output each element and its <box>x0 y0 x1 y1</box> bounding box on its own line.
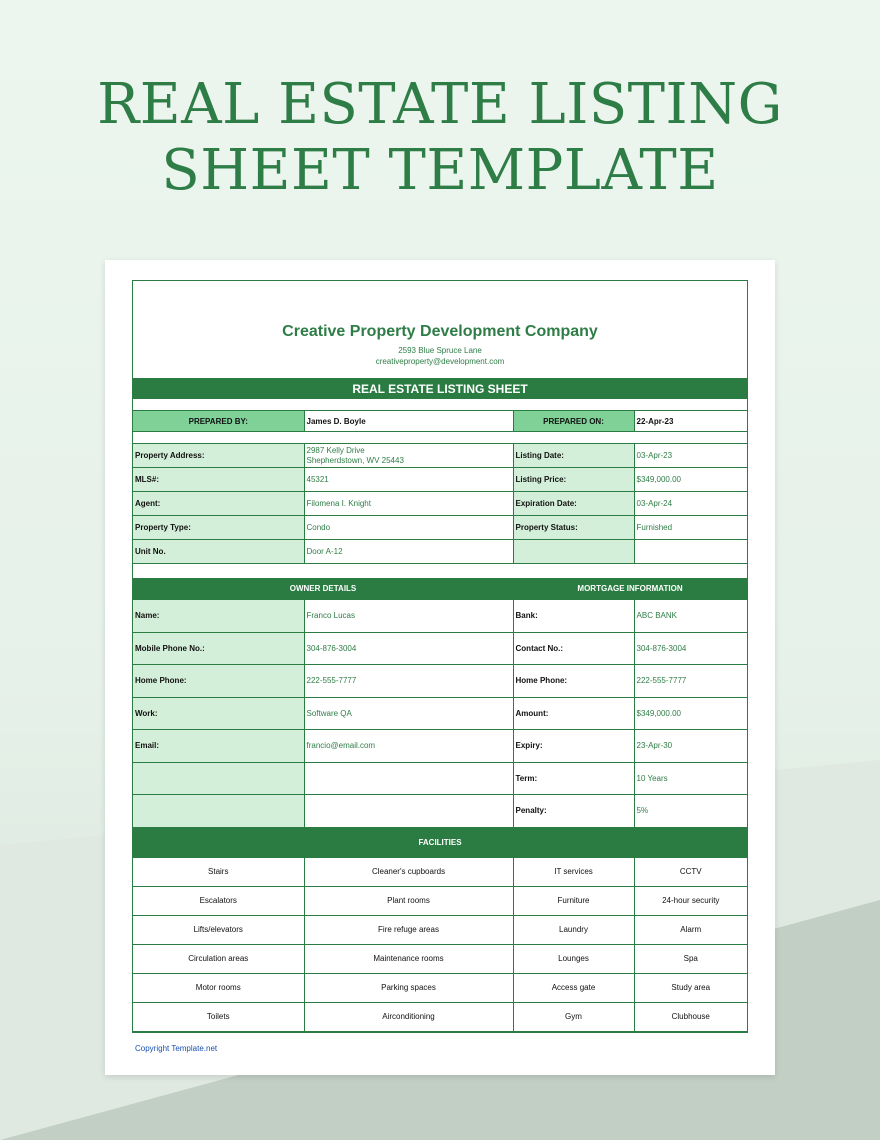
property-address-label: Property Address: <box>133 444 304 468</box>
property-type-value: Condo <box>304 516 513 540</box>
expiry-label: Expiry: <box>513 730 634 763</box>
facility-item: Maintenance rooms <box>304 944 513 973</box>
expiration-date-value: 03-Apr-24 <box>634 492 747 516</box>
company-name: Creative Property Development Company <box>282 323 598 340</box>
unit-value: Door A-12 <box>304 540 513 564</box>
facility-item: Cleaner's cupboards <box>304 858 513 887</box>
mobile-phone-label: Mobile Phone No.: <box>133 632 304 665</box>
owner-home-phone-label: Home Phone: <box>133 665 304 698</box>
page-title <box>0 72 880 204</box>
work-value: Software QA <box>304 697 513 730</box>
empty-cell <box>133 795 304 828</box>
facility-item: Laundry <box>513 915 634 944</box>
company-header <box>133 281 747 379</box>
owner-details-header: OWNER DETAILS <box>133 579 513 600</box>
mobile-phone-value: 304-876-3004 <box>304 632 513 665</box>
sheet-paper <box>105 260 775 1075</box>
facility-item: CCTV <box>634 858 747 887</box>
owner-mortgage-table <box>133 579 747 828</box>
mortgage-info-header: MORTGAGE INFORMATION <box>513 579 747 600</box>
listing-date-label: Listing Date: <box>513 444 634 468</box>
facility-item: Circulation areas <box>133 944 304 973</box>
company-email: creativeproperty@development.com <box>375 357 505 366</box>
facility-item: Motor rooms <box>133 973 304 1002</box>
facility-item: Fire refuge areas <box>304 915 513 944</box>
facility-item: Lifts/elevators <box>133 915 304 944</box>
contact-no-value: 304-876-3004 <box>634 632 747 665</box>
property-type-label: Property Type: <box>133 516 304 540</box>
facility-item: 24-hour security <box>634 886 747 915</box>
spacer <box>133 399 747 411</box>
property-table <box>133 444 747 564</box>
spacer <box>133 432 747 444</box>
mortgage-home-phone-label: Home Phone: <box>513 665 634 698</box>
expiry-value: 23-Apr-30 <box>634 730 747 763</box>
facility-item: Furniture <box>513 886 634 915</box>
work-label: Work: <box>133 697 304 730</box>
mortgage-home-phone-value: 222-555-7777 <box>634 665 747 698</box>
bank-value: ABC BANK <box>634 600 747 633</box>
page-title-line-1: REAL ESTATE LISTING <box>97 72 783 137</box>
owner-home-phone-value: 222-555-7777 <box>304 665 513 698</box>
empty-cell <box>304 762 513 795</box>
expiration-date-label: Expiration Date: <box>513 492 634 516</box>
prepared-by-value: James D. Boyle <box>304 411 513 432</box>
page-title-line-2: SHEET TEMPLATE <box>161 138 719 203</box>
facility-item: Access gate <box>513 973 634 1002</box>
facilities-table <box>133 858 747 1032</box>
term-label: Term: <box>513 762 634 795</box>
agent-label: Agent: <box>133 492 304 516</box>
facility-item: Stairs <box>133 858 304 887</box>
prepared-table <box>133 411 747 432</box>
facility-item: Spa <box>634 944 747 973</box>
prepared-on-value: 22-Apr-23 <box>634 411 747 432</box>
penalty-label: Penalty: <box>513 795 634 828</box>
facility-item: Airconditioning <box>304 1002 513 1031</box>
facility-item: Toilets <box>133 1002 304 1031</box>
owner-name-label: Name: <box>133 600 304 633</box>
email-label: Email: <box>133 730 304 763</box>
sheet-title: REAL ESTATE LISTING SHEET <box>133 379 747 399</box>
listing-price-label: Listing Price: <box>513 468 634 492</box>
property-status-value: Furnished <box>634 516 747 540</box>
address-line-1: 2987 Kelly Drive <box>306 445 365 455</box>
amount-value: $349,000.00 <box>634 697 747 730</box>
amount-label: Amount: <box>513 697 634 730</box>
email-value: francio@email.com <box>304 730 513 763</box>
listing-price-value: $349,000.00 <box>634 468 747 492</box>
facility-item: Clubhouse <box>634 1002 747 1031</box>
mls-value: 45321 <box>304 468 513 492</box>
facility-item: Gym <box>513 1002 634 1031</box>
facility-item: Parking spaces <box>304 973 513 1002</box>
spacer <box>133 564 747 579</box>
unit-label: Unit No. <box>133 540 304 564</box>
empty-cell <box>634 540 747 564</box>
bank-label: Bank: <box>513 600 634 633</box>
facility-item: Study area <box>634 973 747 1002</box>
facility-item: Escalators <box>133 886 304 915</box>
empty-cell <box>513 540 634 564</box>
listing-date-value: 03-Apr-23 <box>634 444 747 468</box>
facility-item: IT services <box>513 858 634 887</box>
mls-label: MLS#: <box>133 468 304 492</box>
contact-no-label: Contact No.: <box>513 632 634 665</box>
owner-name-value: Franco Lucas <box>304 600 513 633</box>
penalty-value: 5% <box>634 795 747 828</box>
empty-cell <box>304 795 513 828</box>
empty-cell <box>133 762 304 795</box>
prepared-by-label: PREPARED BY: <box>133 411 304 432</box>
copyright-link[interactable]: Copyright Template.net <box>135 1044 218 1053</box>
address-line-2: Shepherdstown, WV 25443 <box>306 455 404 465</box>
facility-item: Lounges <box>513 944 634 973</box>
agent-value: Filomena I. Knight <box>304 492 513 516</box>
term-value: 10 Years <box>634 762 747 795</box>
facility-item: Alarm <box>634 915 747 944</box>
facility-item: Plant rooms <box>304 886 513 915</box>
property-address-value <box>304 444 513 468</box>
facilities-header: FACILITIES <box>133 828 747 858</box>
property-status-label: Property Status: <box>513 516 634 540</box>
listing-sheet <box>132 280 748 1033</box>
company-address: 2593 Blue Spruce Lane <box>398 346 482 355</box>
prepared-on-label: PREPARED ON: <box>513 411 634 432</box>
